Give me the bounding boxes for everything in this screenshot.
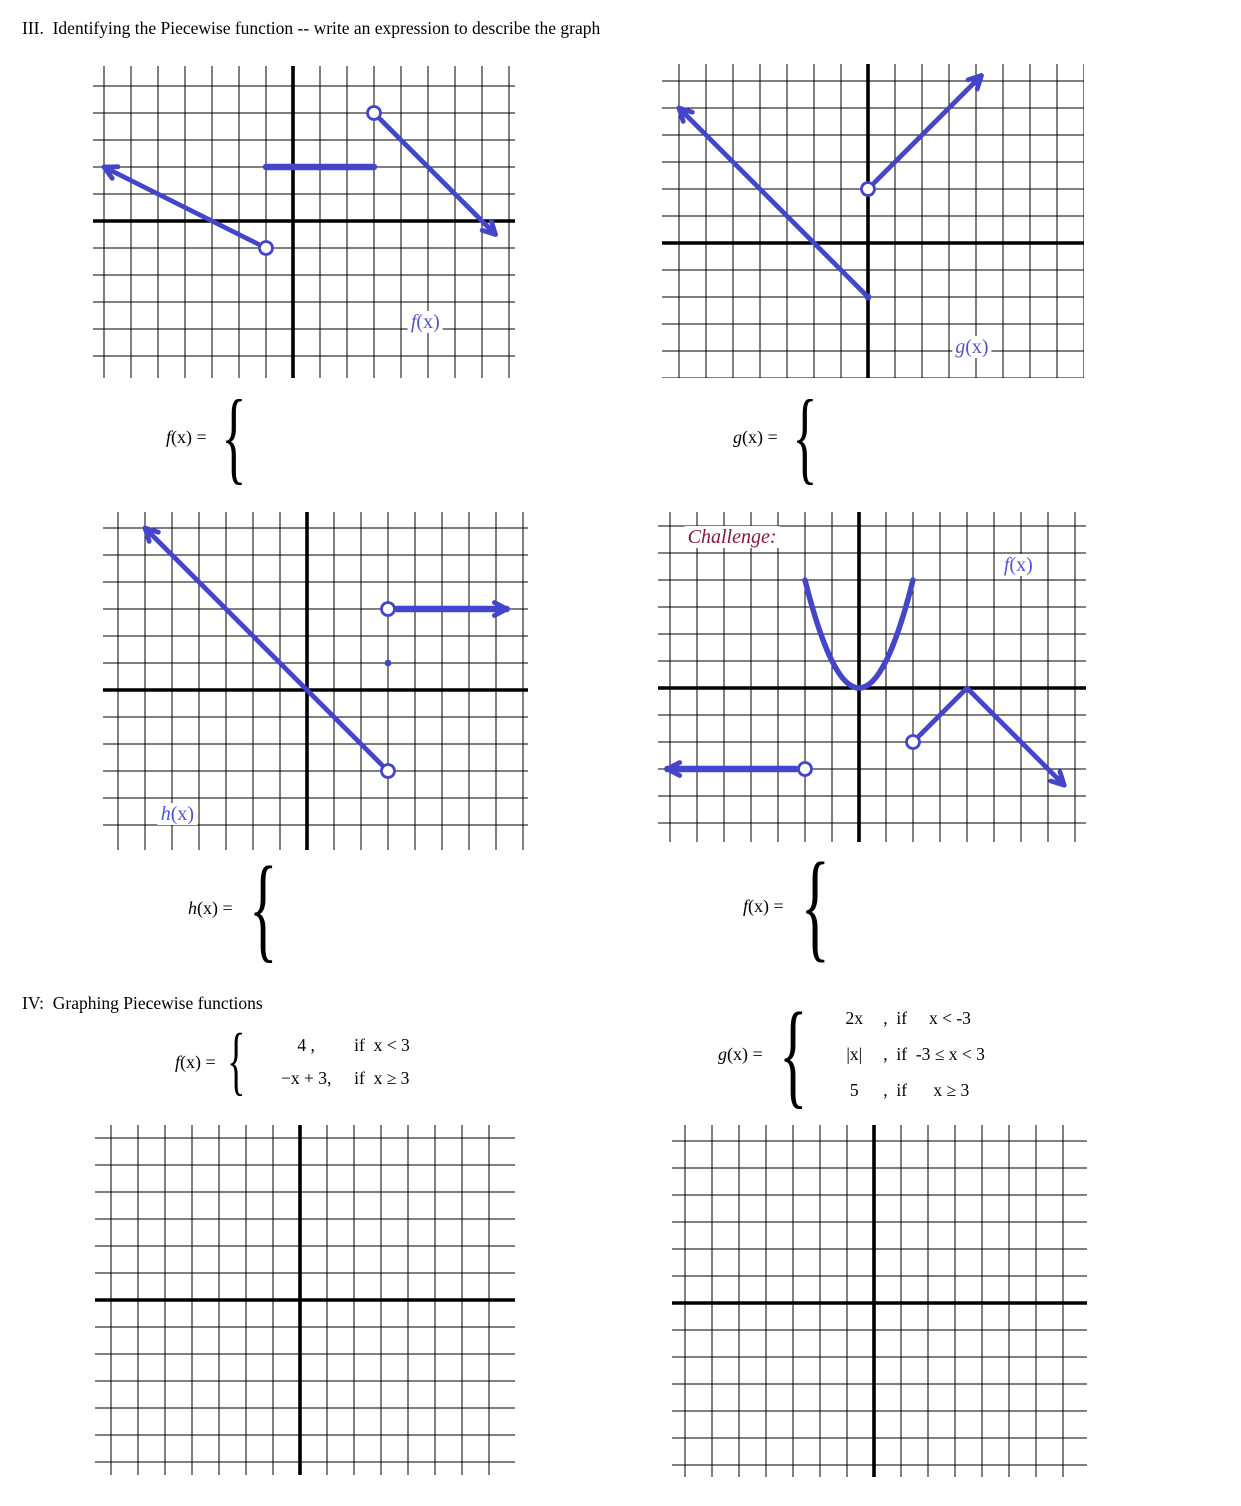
piecewise-condition: , if x ≥ 3	[883, 1079, 970, 1100]
piecewise-expr: |x|	[846, 1043, 863, 1064]
section-iii-title: III. Identifying the Piecewise function -- write an expression to describe the graph	[22, 18, 601, 38]
grid-blank-left-canvas	[95, 1125, 515, 1475]
piecewise-row	[831, 1036, 985, 1072]
caption-f	[166, 379, 259, 495]
f-definition-lhs: f(x) =	[175, 1051, 216, 1072]
g-definition-rows	[831, 1000, 985, 1108]
caption-h-lhs: h(x) =	[188, 897, 233, 918]
g-label: g(x)	[952, 336, 991, 358]
caption-g-brace: {	[792, 379, 818, 495]
caption-h	[188, 841, 291, 973]
graph-f-canvas	[93, 66, 515, 378]
caption-g-lhs: g(x) =	[733, 426, 778, 447]
graph-g	[662, 64, 1084, 378]
piecewise-row	[831, 1000, 985, 1036]
graph-f	[93, 66, 515, 378]
challenge-label: Challenge:	[685, 526, 780, 548]
g-definition-brace: {	[778, 987, 808, 1119]
h-label: h(x)	[158, 803, 197, 825]
section-iv-title: IV: Graphing Piecewise functions	[22, 993, 263, 1013]
caption-h-brace: {	[248, 841, 278, 973]
graph-h-canvas	[103, 512, 528, 850]
piecewise-row	[264, 1062, 410, 1095]
piecewise-expr: 5	[849, 1079, 859, 1100]
challenge-f-label: f(x)	[1001, 554, 1036, 576]
grid-blank-right	[672, 1125, 1087, 1477]
f-definition	[175, 1019, 410, 1104]
graph-challenge	[658, 512, 1086, 842]
f-definition-rows	[264, 1029, 410, 1095]
caption-f-brace: {	[221, 379, 247, 495]
graph-h	[103, 512, 528, 850]
f-label: f(x)	[408, 311, 443, 333]
f-definition-brace: {	[226, 1019, 246, 1104]
g-definition-lhs: g(x) =	[718, 1043, 763, 1064]
caption-challenge-f-lhs: f(x) =	[743, 895, 784, 916]
caption-challenge-f-brace: {	[800, 838, 830, 974]
caption-f-lhs: f(x) =	[166, 426, 207, 447]
grid-blank-right-canvas	[672, 1125, 1087, 1477]
piecewise-condition: , if x < -3	[883, 1007, 971, 1028]
piecewise-expr: −x + 3,	[280, 1068, 332, 1088]
piecewise-condition: , if -3 ≤ x < 3	[883, 1043, 985, 1064]
g-definition	[718, 987, 985, 1119]
piecewise-condition: if x ≥ 3	[354, 1068, 410, 1088]
graph-g-canvas	[662, 64, 1084, 378]
piecewise-row	[831, 1072, 985, 1108]
piecewise-row	[264, 1029, 410, 1062]
piecewise-expr: 2x	[845, 1007, 864, 1028]
grid-blank-left	[95, 1125, 515, 1475]
caption-g	[733, 379, 830, 495]
caption-challenge-f	[743, 838, 844, 974]
piecewise-expr: 4 ,	[297, 1035, 315, 1055]
piecewise-condition: if x < 3	[354, 1035, 410, 1055]
